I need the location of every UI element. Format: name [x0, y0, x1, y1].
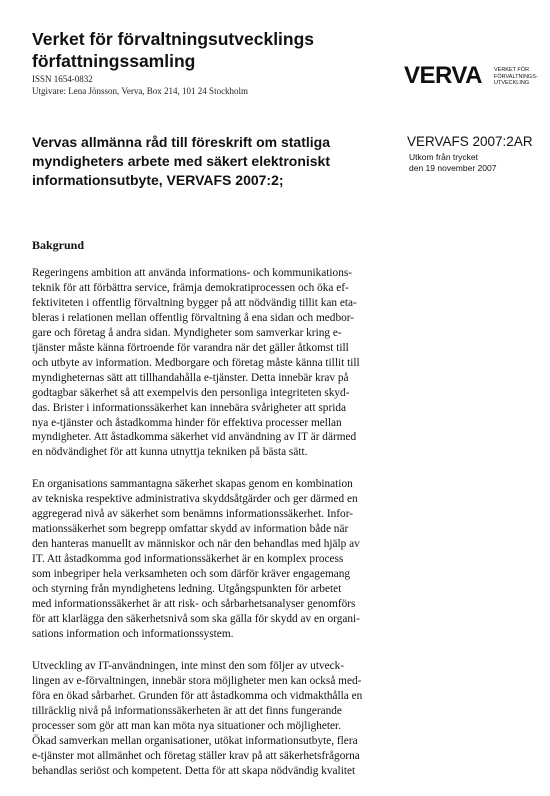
paragraph-line: och utbyte av information. Medborgare och företag måste känna tillit till	[32, 356, 360, 369]
logo-tagline-line: FÖRVALTNINGS-	[494, 73, 538, 80]
paragraph-line: den hanteras manuellt av människor och när den behandlas med hjälp av	[32, 538, 360, 551]
publication-title: Verket för förvaltningsutvecklings författningssamling	[32, 29, 315, 71]
body-paragraph	[32, 477, 392, 641]
paragraph-line: aggregerad nivå av säkerhet som benämns informationssäkerhet. Infor-	[32, 508, 353, 521]
paragraph-line: gare och företag å andra sidan. Myndigheter som samverkar kring e-	[32, 326, 342, 339]
paragraph-line: Regeringens ambition att använda informations- och kommunikations-	[32, 267, 353, 279]
paragraph-line: IT. Att åstadkomma god informationssäkerhet är en komplex process	[32, 553, 344, 566]
section-heading: Bakgrund	[32, 238, 85, 252]
paragraph-line: med informationssäkerhet är att risk- och sårbarhetsanalyser genomförs	[32, 598, 356, 611]
issn-line: ISSN 1654-0832	[32, 74, 93, 84]
paragraph-line: nya e-tjänster och åstadkomma hinder för effektiva processer mellan	[32, 416, 342, 429]
paragraph-line: tjänster måste känna förtroende för varandra när det gäller åtkomst till	[32, 341, 349, 354]
paragraph-line: tillräcklig nivå på informationssäkerheten är att det finns fungerande	[32, 704, 342, 717]
publisher-line: Utgivare: Lena Jönsson, Verva, Box 214, 101 24 Stockholm	[32, 86, 249, 96]
paragraph-line: processer som gör att man kan möta nya situationer och möjligheter.	[32, 719, 342, 732]
body-text	[32, 266, 392, 796]
paragraph-line: godtagbar säkerhet så att exempelvis den personliga integriteten skyd-	[32, 386, 350, 399]
paragraph-line: föra en ökad sårbarhet. Grunden för att åstadkomma och vidmakthålla en	[32, 689, 363, 702]
issue-date	[409, 152, 496, 174]
logo-tagline-line: UTVECKLING	[494, 80, 530, 86]
issue-date-line: den 19 november 2007	[409, 163, 497, 173]
paragraph-line: mationssäkerhet som begrepp omfattar skydd av information både när	[32, 523, 349, 536]
paragraph-line: Ökad samverkan mellan organisationer, utökat informationsutbyte, flera	[32, 734, 358, 747]
paragraph-line: för att klarlägga den säkerhetsnivå som ska gälla för skydd av en organi-	[32, 612, 360, 625]
paragraph-line: teknik för att förbättra service, främja demokratiprocessen och öka ef-	[32, 281, 349, 294]
logo-wordmark: VERVA	[404, 62, 482, 89]
paragraph-line: behandlas seriöst och kompetent. Detta för att skapa nödvändig kvalitet	[32, 764, 356, 777]
logo-tagline-line: VERKET FÖR	[494, 67, 530, 73]
verva-logo	[404, 62, 544, 92]
paragraph-line: e-tjänster mot allmänhet och företag ställer krav på att säkerhetsfrågorna	[32, 749, 360, 762]
document-code: VERVAFS 2007:2AR	[407, 134, 533, 149]
document-title: Vervas allmänna råd till föreskrift om statliga myndigheters arbete med säkert elektroniskt informationsutbyte, VERVAFS 2007:2;	[32, 134, 331, 188]
body-paragraph	[32, 659, 392, 779]
paragraph-line: Utveckling av IT-användningen, inte minst den som följer av utveck-	[32, 659, 345, 672]
paragraph-line: bleras i relationen mellan offentlig förvaltning å ena sidan och medbor-	[32, 311, 355, 324]
paragraph-line: fektiviteten i offentlig förvaltning bygger på att nödvändig tillit kan eta-	[32, 296, 357, 309]
paragraph-line: lingen av e-förvaltningen, innebär stora möjligheter men kan också med-	[32, 674, 362, 687]
paragraph-line: som inbegriper hela verksamheten och som därför kräver engagemang	[32, 568, 351, 581]
paragraph-line: En organisations sammantagna säkerhet skapas genom en kombination	[32, 478, 353, 491]
paragraph-line: en nödvändighet för att kunna utnyttja tekniken på bästa sätt.	[32, 446, 308, 459]
publication-meta	[32, 73, 248, 97]
paragraph-line: myndigheter. Att åstadkomma säkerhet vid användning av IT är därmed	[32, 431, 357, 444]
paragraph-line: myndigheternas sätt att tillhandahålla e-tjänster. Detta innebär krav på	[32, 371, 349, 384]
paragraph-line: sations information och informationssystem.	[32, 627, 234, 640]
logo-tagline	[494, 67, 544, 87]
body-paragraph	[32, 266, 392, 460]
paragraph-line: das. Brister i informationssäkerhet kan innebära svårigheter att sprida	[32, 401, 347, 414]
paragraph-line: och styrning från myndighetens ledning. Utgångspunkten för arbetet	[32, 583, 342, 596]
paragraph-line: av tekniska respektive administrativa skyddsåtgärder och ger därmed en	[32, 493, 358, 506]
issue-date-line: Utkom från trycket	[409, 152, 478, 162]
